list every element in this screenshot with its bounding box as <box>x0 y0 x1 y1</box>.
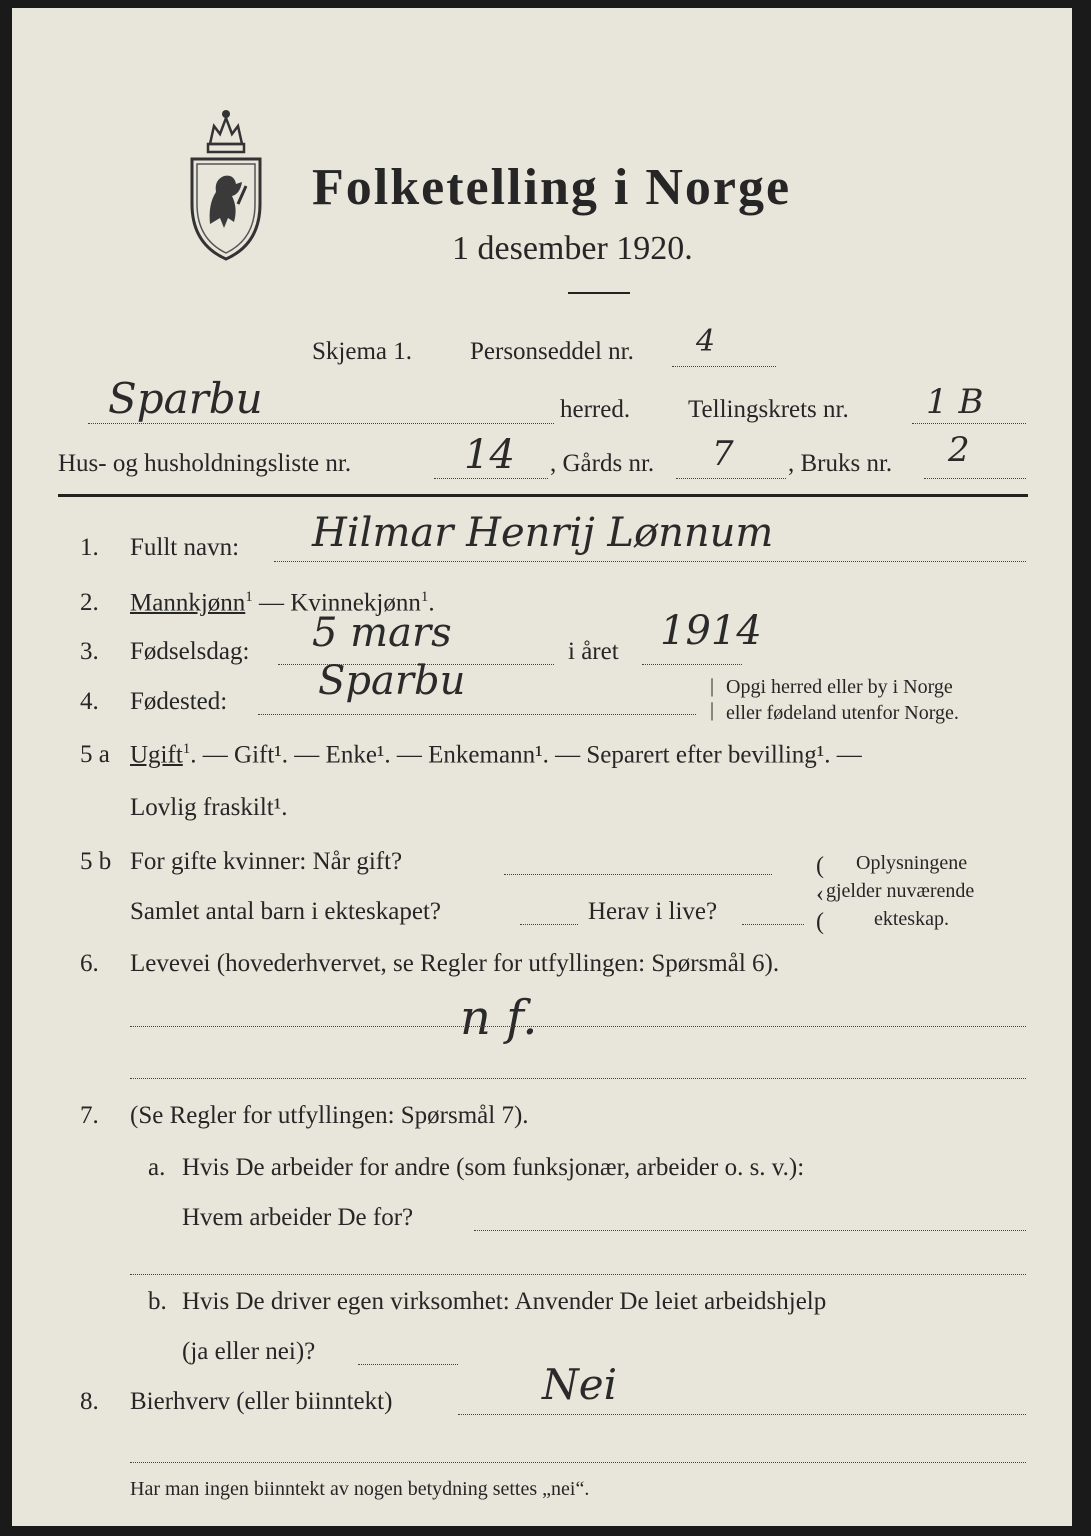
skjema-label: Skjema 1. <box>312 338 412 365</box>
q6-number: 6. <box>80 950 99 977</box>
q3-year-label: i året <box>568 638 619 665</box>
coat-of-arms-icon <box>180 104 272 264</box>
personseddel-value: 4 <box>696 324 716 359</box>
q4-note-2: eller fødeland utenfor Norge. <box>726 702 959 724</box>
q7-number: 7. <box>80 1102 99 1129</box>
q5a-rest: . — Gift¹. — Enke¹. — Enkemann¹. — Separert efter bevilling¹. — <box>190 741 862 769</box>
q6-label: Levevei (hovederhvervet, se Regler for utfyllingen: Spørsmål 6). <box>130 950 780 977</box>
q1-label: Fullt navn: <box>130 534 240 561</box>
q5b-number: 5 b <box>80 848 112 875</box>
q5b-note-3: ekteskap. <box>874 908 949 930</box>
q5b-brace: ( ‹ ( <box>816 853 824 935</box>
q4-note-1: Opgi herred eller by i Norge <box>726 676 953 698</box>
q2-options: Mannkjønn$^1$ — Kvinnekjønn$^1$. <box>130 589 435 617</box>
q4-line <box>258 714 696 715</box>
q8-line-1 <box>458 1414 1026 1415</box>
section-divider <box>58 494 1028 497</box>
q5a-ugift: Ugift <box>130 741 183 769</box>
q4-value: Sparbu <box>318 658 466 704</box>
census-form <box>12 8 1072 1526</box>
q5b-label-1: For gifte kvinner: Når gift? <box>130 848 403 875</box>
q1-line <box>274 561 1026 562</box>
q3-year-value: 1914 <box>660 608 762 654</box>
q5b-line-1 <box>504 874 772 875</box>
q1-number: 1. <box>80 534 99 561</box>
q5a-options: Ugift$^1$. — Gift¹. — Enke¹. — Enkemann¹. — Separert efter bevilling¹. — <box>130 741 862 769</box>
q1-value: Hilmar Henrij Lønnum <box>312 510 774 556</box>
gards-value: 7 <box>712 434 734 474</box>
q6-line-2 <box>130 1078 1026 1079</box>
q7a-number: a. <box>148 1154 166 1181</box>
q3-year-line <box>642 664 742 665</box>
bruks-value: 2 <box>948 430 970 470</box>
q2-male: Mannkjønn <box>130 589 246 617</box>
q3-value: 5 mars <box>312 610 452 656</box>
gards-label: , Gårds nr. <box>550 450 655 477</box>
q5b-line-3 <box>742 924 804 925</box>
q5b-note-2: gjelder nuværende <box>826 880 975 902</box>
q5b-line-2 <box>520 924 578 925</box>
bruks-line <box>924 478 1026 479</box>
hus-value: 14 <box>464 432 515 478</box>
q6-value: n f. <box>460 990 538 1046</box>
q7b-line-2: (ja eller nei)? <box>182 1338 316 1365</box>
q5b-label-2: Samlet antal barn i ekteskapet? <box>130 898 441 925</box>
q7a-answer-line-2 <box>130 1274 1026 1275</box>
q7b-answer-line <box>358 1364 458 1365</box>
q5b-note-1: Oplysningene <box>856 852 968 874</box>
q3-number: 3. <box>80 638 99 665</box>
q8-value: Nei <box>542 1360 618 1409</box>
q4-brace: | | <box>710 675 715 721</box>
census-date: 1 desember 1920. <box>452 230 693 267</box>
personseddel-line <box>672 366 776 367</box>
hus-label: Hus- og husholdningsliste nr. <box>58 450 352 477</box>
tellingskrets-value: 1 B <box>926 382 984 422</box>
q7-label: (Se Regler for utfyllingen: Spørsmål 7). <box>130 1102 529 1129</box>
gards-line <box>676 478 786 479</box>
q7a-answer-line-1 <box>474 1230 1026 1231</box>
q5b-label-3: Herav i live? <box>588 898 718 925</box>
q2-number: 2. <box>80 589 99 616</box>
herred-label: herred. <box>560 396 631 423</box>
q7a-line-1: Hvis De arbeider for andre (som funksjonær, arbeider o. s. v.): <box>182 1154 805 1181</box>
q3-label: Fødselsdag: <box>130 638 250 665</box>
q7b-number: b. <box>148 1288 167 1315</box>
q4-number: 4. <box>80 688 99 715</box>
q8-line-2 <box>130 1462 1026 1463</box>
title-divider <box>568 292 630 294</box>
q7a-line-2: Hvem arbeider De for? <box>182 1204 414 1231</box>
footer-note: Har man ingen biinntekt av nogen betydning settes „nei“. <box>130 1478 590 1500</box>
q2-female: Kvinnekjønn <box>290 589 421 617</box>
tellingskrets-label: Tellingskrets nr. <box>688 396 849 423</box>
q8-label: Bierhverv (eller biinntekt) <box>130 1388 393 1415</box>
q5a-line2: Lovlig fraskilt¹. <box>130 794 288 821</box>
q5a-number: 5 a <box>80 741 110 768</box>
hus-line <box>434 478 548 479</box>
q6-line-1 <box>130 1026 1026 1027</box>
q8-number: 8. <box>80 1388 99 1415</box>
bruks-label: , Bruks nr. <box>788 450 893 477</box>
q2-sep: — <box>252 589 291 617</box>
personseddel-label: Personseddel nr. <box>470 338 634 365</box>
tellingskrets-line <box>912 423 1026 424</box>
page-title: Folketelling i Norge <box>312 159 792 216</box>
herred-value: Sparbu <box>108 374 263 423</box>
q2-end: . <box>428 589 435 617</box>
herred-line <box>88 423 554 424</box>
q7b-line-1: Hvis De driver egen virksomhet: Anvender De leiet arbeidshjelp <box>182 1288 827 1315</box>
q4-label: Fødested: <box>130 688 228 715</box>
